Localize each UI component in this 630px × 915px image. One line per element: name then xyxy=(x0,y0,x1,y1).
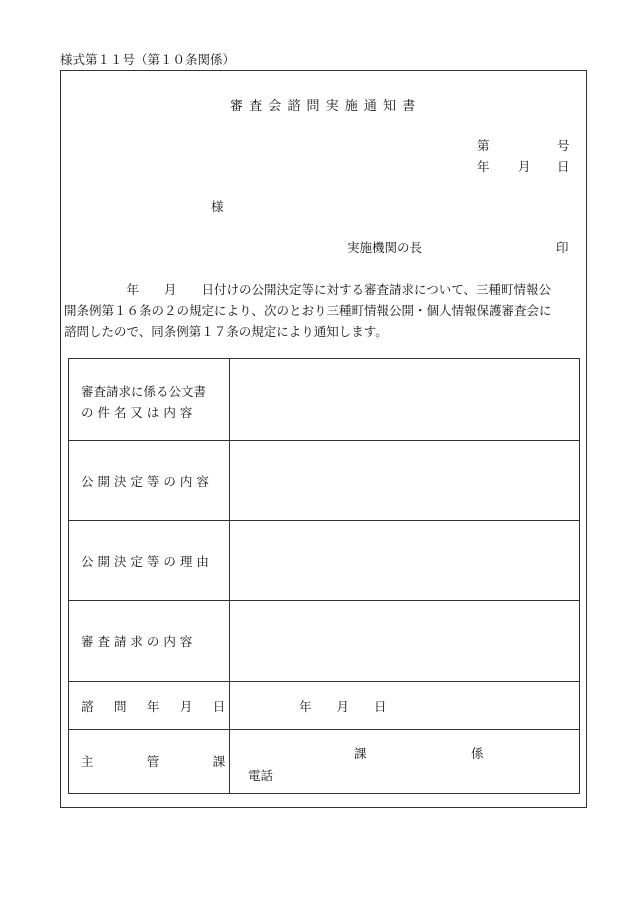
form-number: 様式第１１号（第１０条関係） xyxy=(60,52,236,67)
table-row xyxy=(69,520,579,600)
row-label: 主 管 課 xyxy=(81,754,226,769)
seal-mark: 印 xyxy=(556,240,569,255)
phone-label: 電話 xyxy=(248,768,274,783)
body-paragraph xyxy=(64,279,584,342)
table-row xyxy=(69,729,579,793)
table-row xyxy=(69,600,579,681)
body-line: 開条例第１６条の２の規定により、次のとおり三種町情報公開・個人情報保護審査会に xyxy=(64,303,552,318)
row-label: 公 開 決 定 等 の 理 由 xyxy=(81,554,209,569)
doc-number-suffix: 号 xyxy=(557,138,570,153)
body-line: 諮問したので、同条例第１７条の規定により通知します。 xyxy=(64,324,388,339)
document-title: 審 査 会 諮 問 実 施 通 知 書 xyxy=(230,99,417,114)
date-year: 年 xyxy=(477,159,490,174)
addressee-suffix: 様 xyxy=(211,199,224,214)
section-label: 課 xyxy=(354,746,367,761)
row-label: 諮 問 年 月 日 xyxy=(81,699,226,714)
row-label: 公 開 決 定 等 の 内 容 xyxy=(81,474,209,489)
consultation-date-value: 年 月 日 xyxy=(299,699,387,714)
row-label: 審査請求に係る公文書 の 件 名 又 は 内 容 xyxy=(81,384,207,420)
doc-number-prefix: 第 xyxy=(477,138,490,153)
table-row xyxy=(69,681,579,729)
subsection-label: 係 xyxy=(471,746,484,761)
sender-label: 実施機関の長 xyxy=(347,240,423,255)
table-row xyxy=(69,359,579,440)
date-day: 日 xyxy=(557,159,570,174)
row-label: 審 査 請 求 の 内 容 xyxy=(81,634,193,649)
date-month: 月 xyxy=(518,159,531,174)
details-table xyxy=(68,358,580,794)
body-line: 年 月 日付けの公開決定等に対する審査請求について、三種町情報公 xyxy=(64,282,552,297)
table-row xyxy=(69,440,579,520)
